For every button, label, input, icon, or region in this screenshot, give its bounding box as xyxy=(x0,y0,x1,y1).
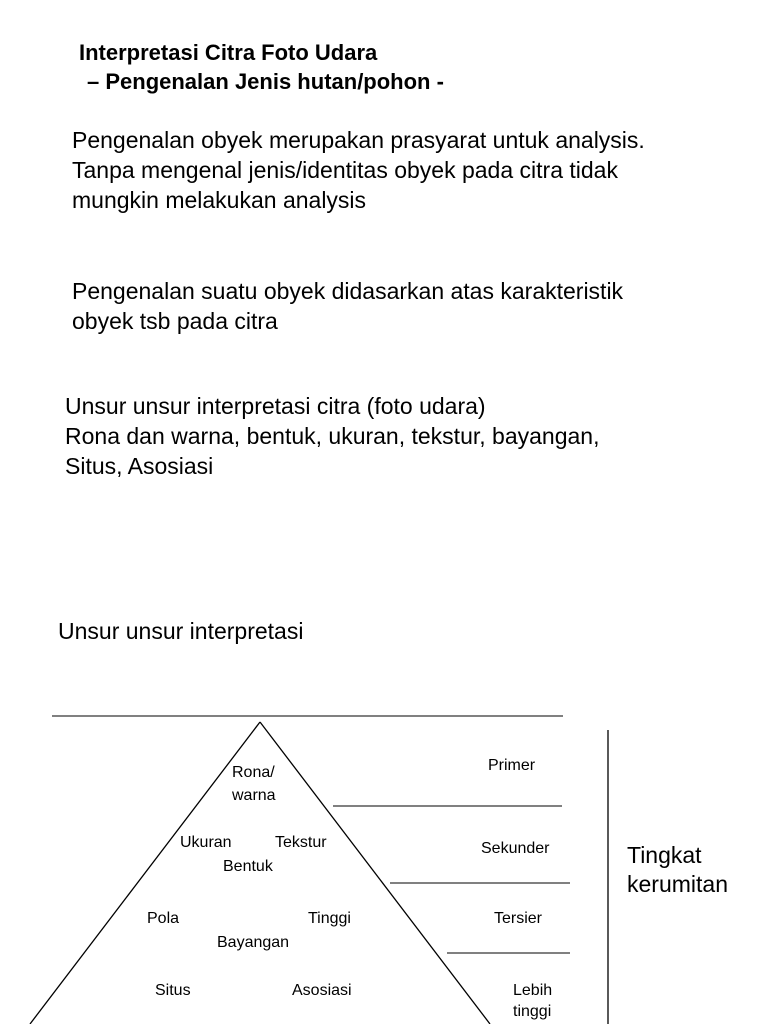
paragraph-line: Unsur unsur interpretasi citra (foto udara) xyxy=(65,393,486,419)
label-rona: Rona/ xyxy=(232,764,275,781)
title-line-1: Interpretasi Citra Foto Udara xyxy=(79,40,378,65)
paragraph-line: Situs, Asosiasi xyxy=(65,453,214,479)
label-bentuk: Bentuk xyxy=(223,858,273,875)
label-asosiasi: Asosiasi xyxy=(292,982,352,999)
level-tinggi: tinggi xyxy=(513,1003,552,1020)
level-sekunder: Sekunder xyxy=(481,840,550,857)
label-bayangan: Bayangan xyxy=(217,934,290,951)
label-warna: warna xyxy=(232,787,276,804)
label-tinggi: Tinggi xyxy=(308,910,351,927)
paragraph-line: Tanpa mengenal jenis/identitas obyek pada citra tidak xyxy=(72,157,618,183)
axis-label-line-1: Tingkat xyxy=(627,842,702,868)
paragraph-line: mungkin melakukan analysis xyxy=(72,187,367,213)
label-situs: Situs xyxy=(155,982,191,999)
paragraph-line: Rona dan warna, bentuk, ukuran, tekstur, bayangan, xyxy=(65,423,600,449)
label-pola: Pola xyxy=(147,910,180,927)
title-line-2: – Pengenalan Jenis hutan/pohon - xyxy=(87,69,444,94)
diagram-heading: Unsur unsur interpretasi xyxy=(58,618,304,644)
complexity-axis-label xyxy=(627,841,728,899)
label-tekstur: Tekstur xyxy=(275,834,327,851)
paragraph-line: obyek tsb pada citra xyxy=(72,308,278,334)
axis-label-line-2: kerumitan xyxy=(627,871,728,897)
paragraph-line: Pengenalan suatu obyek didasarkan atas karakteristik xyxy=(72,278,624,304)
pyramid-right-edge xyxy=(260,722,490,1024)
paragraph-line: Pengenalan obyek merupakan prasyarat untuk analysis. xyxy=(72,127,645,153)
level-tersier: Tersier xyxy=(494,910,543,927)
level-primer: Primer xyxy=(488,757,536,774)
level-lebih: Lebih xyxy=(513,982,553,999)
label-ukuran: Ukuran xyxy=(180,834,232,851)
